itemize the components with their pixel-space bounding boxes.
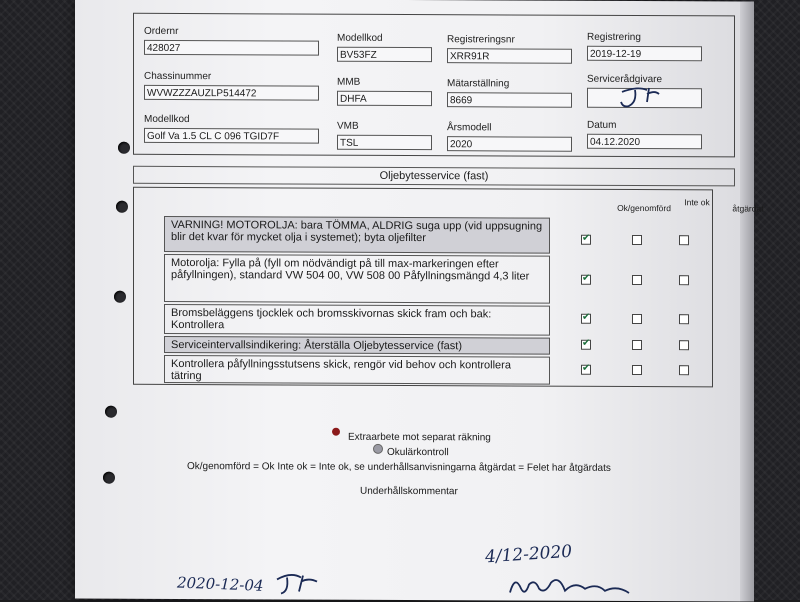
vehicle-info-box [133, 13, 735, 158]
field-label: Ordernr [144, 25, 179, 38]
ok-checkbox-checked[interactable] [581, 340, 591, 350]
fixed-checkbox[interactable] [679, 340, 689, 350]
field-label: Modellkod [144, 113, 190, 126]
field-label: Modellkod [337, 32, 383, 44]
row-text: Bromsbeläggens tjocklek och bromsskivornas skick fram och bak: Kontrollera [171, 306, 492, 332]
field-label: Mätarställning [447, 78, 510, 90]
section-title: Oljebytesservice (fast) [133, 166, 735, 187]
column-header-ok: Ok/genomförd [617, 202, 671, 214]
field-value: WVWZZZAUZLP514472 [144, 85, 319, 101]
ok-checkbox-checked[interactable] [581, 235, 591, 245]
service-checklist [133, 187, 764, 388]
field-value: BV53FZ [337, 47, 432, 62]
legend-explanation: Ok/genomförd = Ok Inte ok = Inte ok, se underhållsanvisningarna åtgärdat = Felet har åtgärdats [187, 461, 611, 474]
advisor-initials-signature [617, 84, 667, 112]
handwritten-date-right: 4/12-2020 [484, 541, 573, 568]
field-label: MMB [337, 76, 361, 88]
maintenance-comment-label: Underhållskommentar [360, 485, 458, 498]
field-label: VMB [337, 120, 359, 132]
binder-hole [105, 406, 117, 418]
binder-hole [114, 291, 126, 303]
field-label: Servicerådgivare [587, 73, 663, 86]
not-ok-checkbox[interactable] [632, 340, 642, 350]
field-label: Registreringsnr [447, 34, 515, 46]
field-value: 8669 [447, 92, 572, 108]
legend-visual-check: Okulärkontroll [387, 446, 449, 459]
not-ok-checkbox[interactable] [632, 235, 642, 245]
row-text: VARNING! MOTOROLJA: bara TÖMMA, ALDRIG suga upp (vid uppsugning blir det kvar för mycket olja i systemet); byta oljefilter [171, 218, 543, 245]
field-label: Årsmodell [447, 122, 492, 134]
field-value: TSL [337, 135, 432, 150]
field-value: 04.12.2020 [587, 134, 702, 150]
binder-hole [118, 142, 130, 154]
row-text: Motorolja: Fylla på (fyll om nödvändigt på till max-markeringen efter påfyllningen), standard VW 504 00, VW 508 00 Påfyllningsmängd 4,3 liter [171, 256, 530, 283]
fixed-checkbox[interactable] [679, 275, 689, 285]
field-label: Chassinummer [144, 70, 212, 83]
field-value: DHFA [337, 91, 432, 106]
binder-hole [103, 472, 115, 484]
field-value: 428027 [144, 40, 319, 56]
field-label: Registrering [587, 31, 641, 44]
extra-work-dot-icon [332, 428, 340, 436]
column-header-fixed: åtgärdat [732, 203, 764, 214]
field-value: 2020 [447, 136, 572, 152]
ok-checkbox-checked[interactable] [581, 275, 591, 285]
row-text: Kontrollera påfyllningsstutsens skick, rengör vid behov och kontrollera tätring [171, 357, 511, 383]
customer-initials-signature [273, 569, 323, 597]
field-value: 2019-12-19 [587, 46, 702, 62]
fixed-checkbox[interactable] [679, 235, 689, 245]
binder-hole [116, 201, 128, 213]
visual-check-dot-icon [373, 444, 383, 454]
field-label: Datum [587, 119, 617, 131]
checklist-row [164, 216, 550, 254]
ok-checkbox-checked[interactable] [581, 365, 591, 375]
paper-edge [740, 1, 754, 601]
handwritten-date-left: 2020-12-04 [176, 573, 264, 595]
technician-signature [505, 570, 635, 601]
legend-extra-work: Extraarbete mot separat räkning [348, 431, 491, 444]
checklist-row [164, 254, 550, 304]
not-ok-checkbox[interactable] [632, 314, 642, 324]
field-value: Golf Va 1.5 CL C 096 TGID7F [144, 128, 319, 144]
field-value: XRR91R [447, 48, 572, 64]
checklist-row [164, 304, 550, 336]
column-header-not-ok: Inte ok [684, 197, 710, 208]
checklist-row [164, 336, 550, 355]
fixed-checkbox[interactable] [679, 314, 689, 324]
checklist-row [164, 355, 550, 385]
ok-checkbox-checked[interactable] [581, 314, 591, 324]
fixed-checkbox[interactable] [679, 365, 689, 375]
not-ok-checkbox[interactable] [632, 365, 642, 375]
not-ok-checkbox[interactable] [632, 275, 642, 285]
row-text: Serviceintervallsindikering: Återställa Oljebytesservice (fast) [171, 338, 462, 353]
service-document [75, 0, 764, 601]
